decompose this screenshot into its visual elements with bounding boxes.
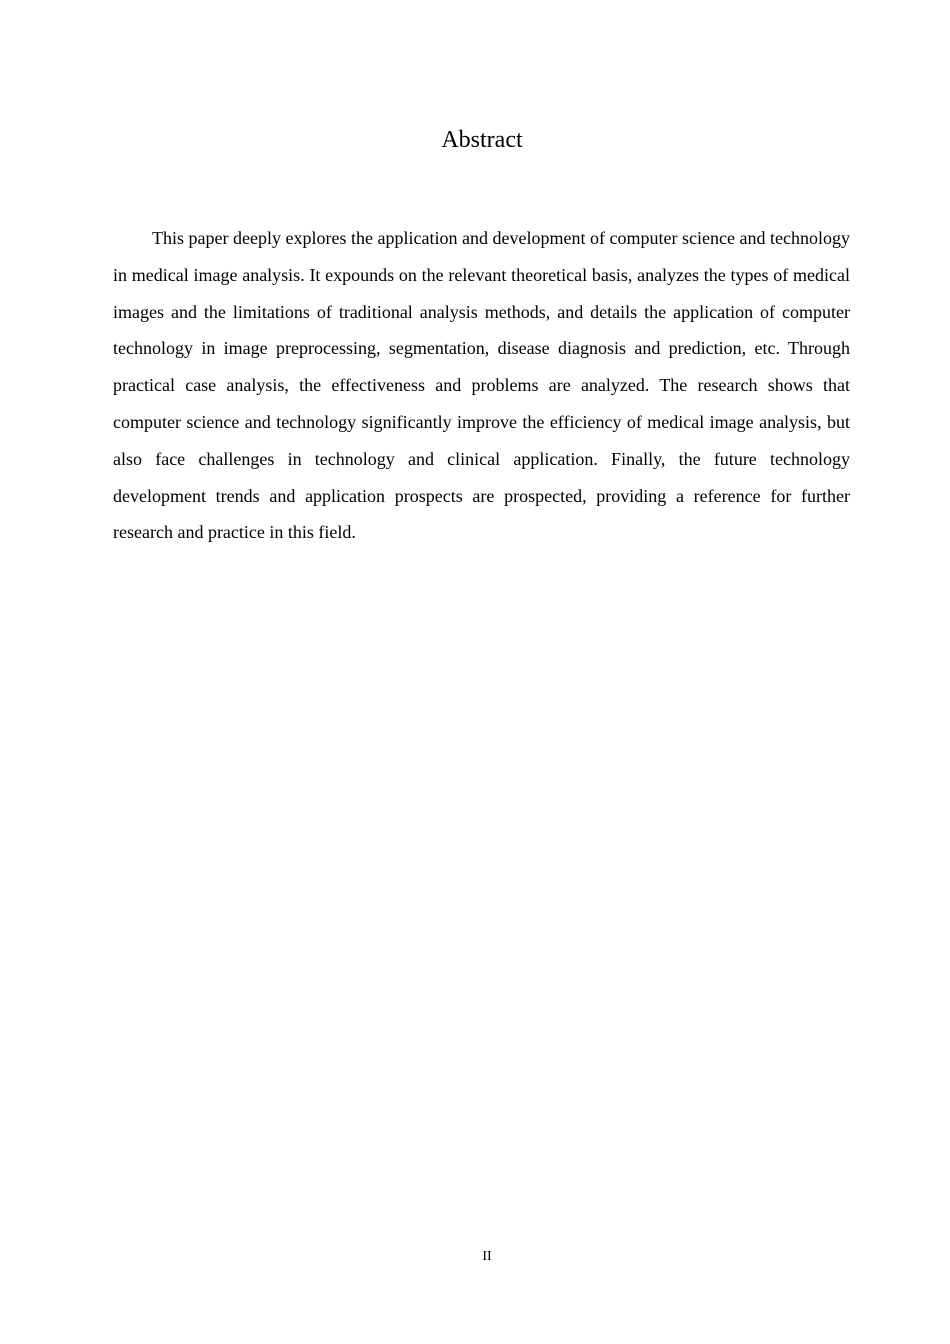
abstract-heading: Abstract [441,127,523,153]
page-number: II [482,1249,492,1264]
abstract-paragraph: This paper deeply explores the application and development of computer science and technology in medical image analysis. It expounds on the relevant theoretical basis, analyzes the types of medical images and the limitations of traditional analysis methods, and details the application of computer technology in image preprocessing, segmentation, disease diagnosis and prediction, etc. Through practical case analysis, the effectiveness and problems are analyzed. The research shows that computer science and technology significantly improve the efficiency of medical image analysis, but also face challenges in technology and clinical application. Finally, the future technology development trends and application prospects are prospected, providing a reference for further research and practice in this field. [113,228,850,543]
